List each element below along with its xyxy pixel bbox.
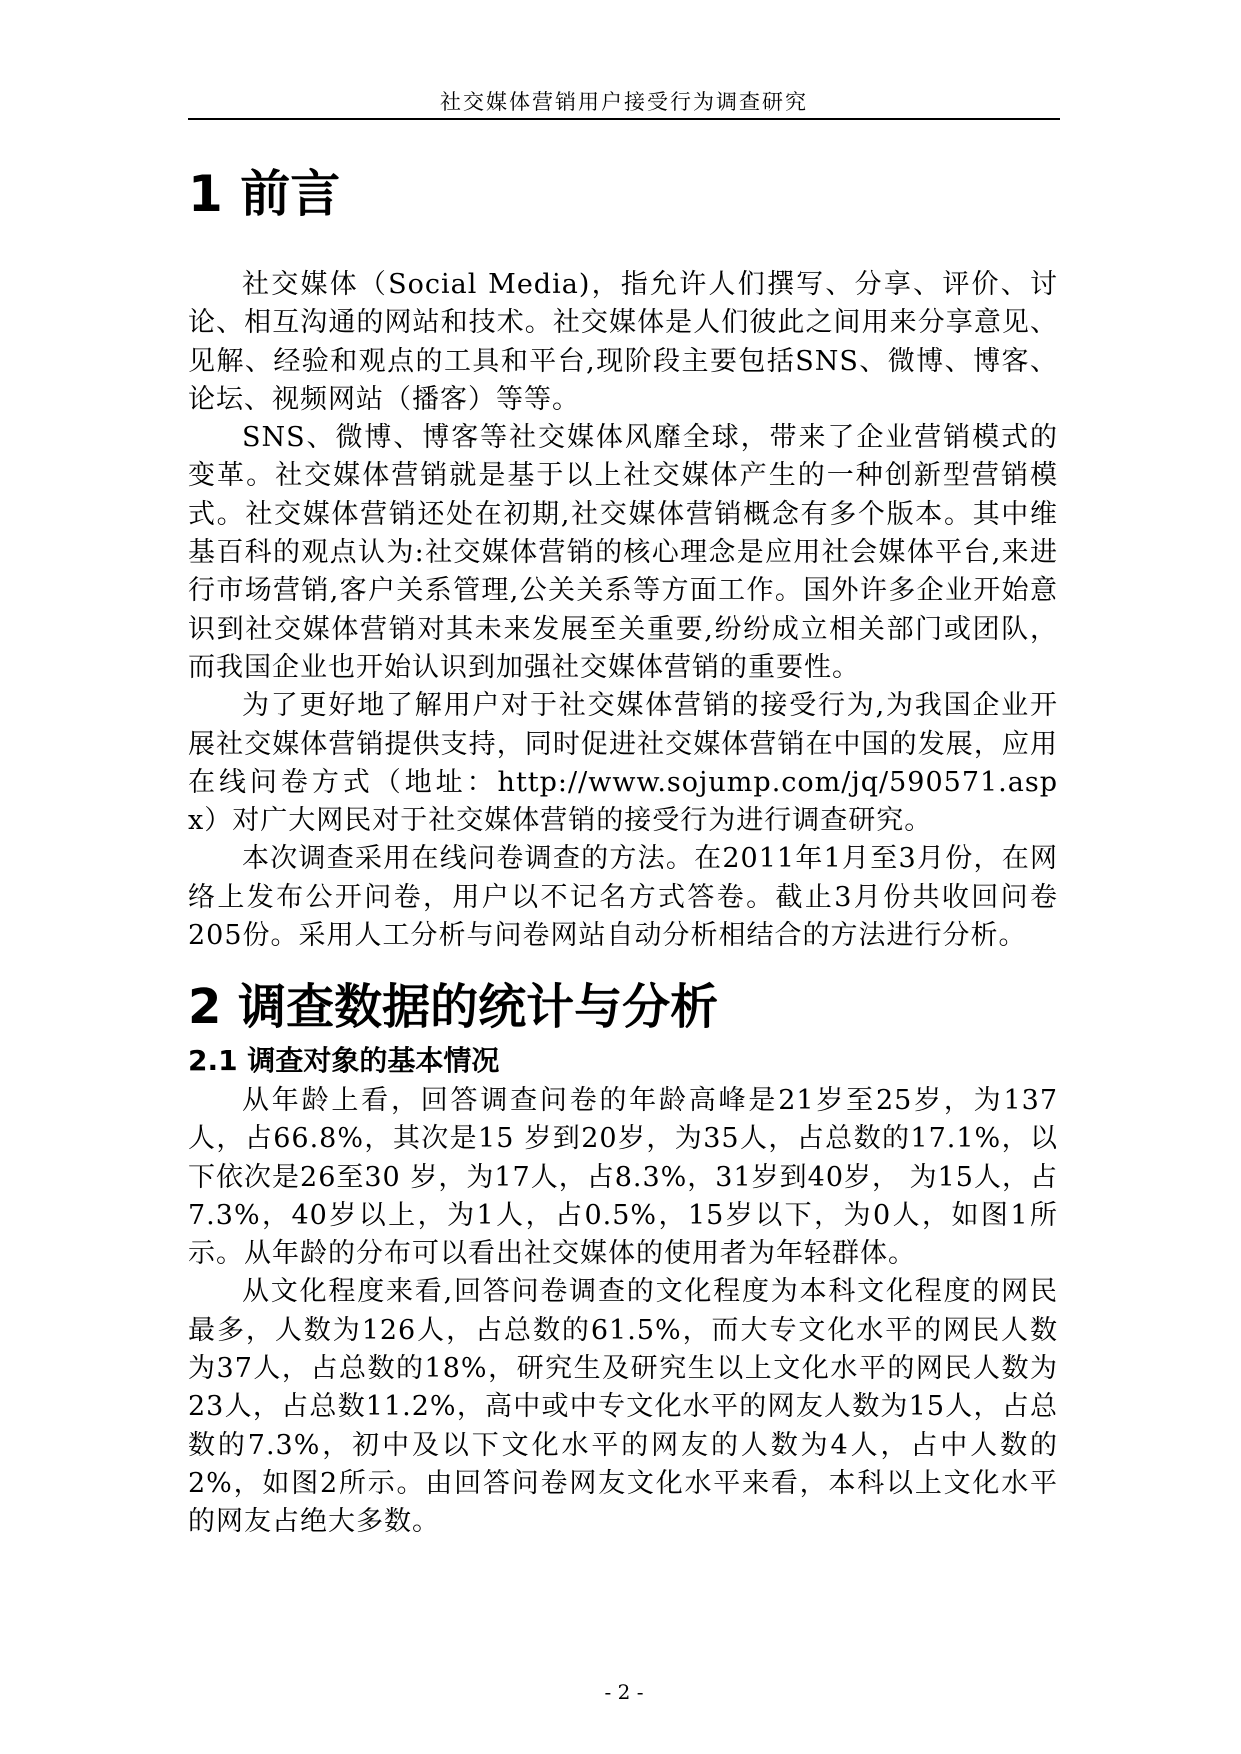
section-2-heading: 2 调查数据的统计与分析: [188, 979, 719, 1036]
header-divider: [188, 118, 1060, 120]
section-1-paragraph-4: 本次调查采用在线问卷调查的方法。在2011年1月至3月份，在网络上发布公开问卷，用户以不记名方式答卷。截止3月份共收回问卷205份。采用人工分析与问卷网站自动分析相结合的方法进行分析。: [188, 843, 1058, 952]
section-2-1-heading: 2.1 调查对象的基本情况: [188, 1043, 500, 1077]
section-1-paragraph-1: 社交媒体（Social Media)，指允许人们撰写、分享、评价、讨论、相互沟通的网站和技术。社交媒体是人们彼此之间用来分享意见、见解、经验和观点的工具和平台,现阶段主要包括SNS、微博、博客、论坛、视频网站（播客）等等。: [188, 269, 1058, 415]
section-1-paragraph-3: 为了更好地了解用户对于社交媒体营销的接受行为,为我国企业开展社交媒体营销提供支持，同时促进社交媒体营销在中国的发展，应用在线问卷方式（地址：http://www.sojump.com/jq/590571.aspx）对广大网民对于社交媒体营销的接受行为进行调查研究。: [188, 690, 1058, 837]
section-2-1-paragraph-2: 从文化程度来看,回答问卷调查的文化程度为本科文化程度的网民最多，人数为126人，占总数的61.5%，而大专文化水平的网民人数为37人，占总数的18%，研究生及研究生以上文化水平的网民人数为23人，占总数11.2%，高中或中专文化水平的网友人数为15人，占总数的7.3%，初中及以下文化水平的网友的人数为4人，占中人数的2%，如图2所示。由回答问卷网友文化水平来看，本科以上文化水平的网友占绝大多数。: [188, 1276, 1058, 1538]
section-2-1-paragraph-1: 从年龄上看，回答调查问卷的年龄高峰是21岁至25岁，为137人，占66.8%，其次是15 岁到20岁，为35人，占总数的17.1%，以下依次是26至30 岁，为17人，占8.3%，31岁到40岁， 为15人，占7.3%，40岁以上，为1人，占0.5%，15岁以下，为0人，如图1所示。从年龄的分布可以看出社交媒体的使用者为年轻群体。: [188, 1084, 1058, 1270]
section-1-paragraph-2: SNS、微博、博客等社交媒体风靡全球，带来了企业营销模式的变革。社交媒体营销就是基于以上社交媒体产生的一种创新型营销模式。社交媒体营销还处在初期,社交媒体营销概念有多个版本。其中维基百科的观点认为:社交媒体营销的核心理念是应用社会媒体平台,来进行市场营销,客户关系管理,公关关系等方面工作。国外许多企业开始意识到社交媒体营销对其未来发展至关重要,纷纷成立相关部门或团队，而我国企业也开始认识到加强社交媒体营销的重要性。: [188, 422, 1058, 683]
section-1-heading: 1 前言: [188, 165, 341, 223]
page-content: [188, 150, 1058, 1542]
page-number: - 2 -: [604, 1680, 644, 1704]
running-header: 社交媒体营销用户接受行为调查研究: [440, 90, 808, 114]
